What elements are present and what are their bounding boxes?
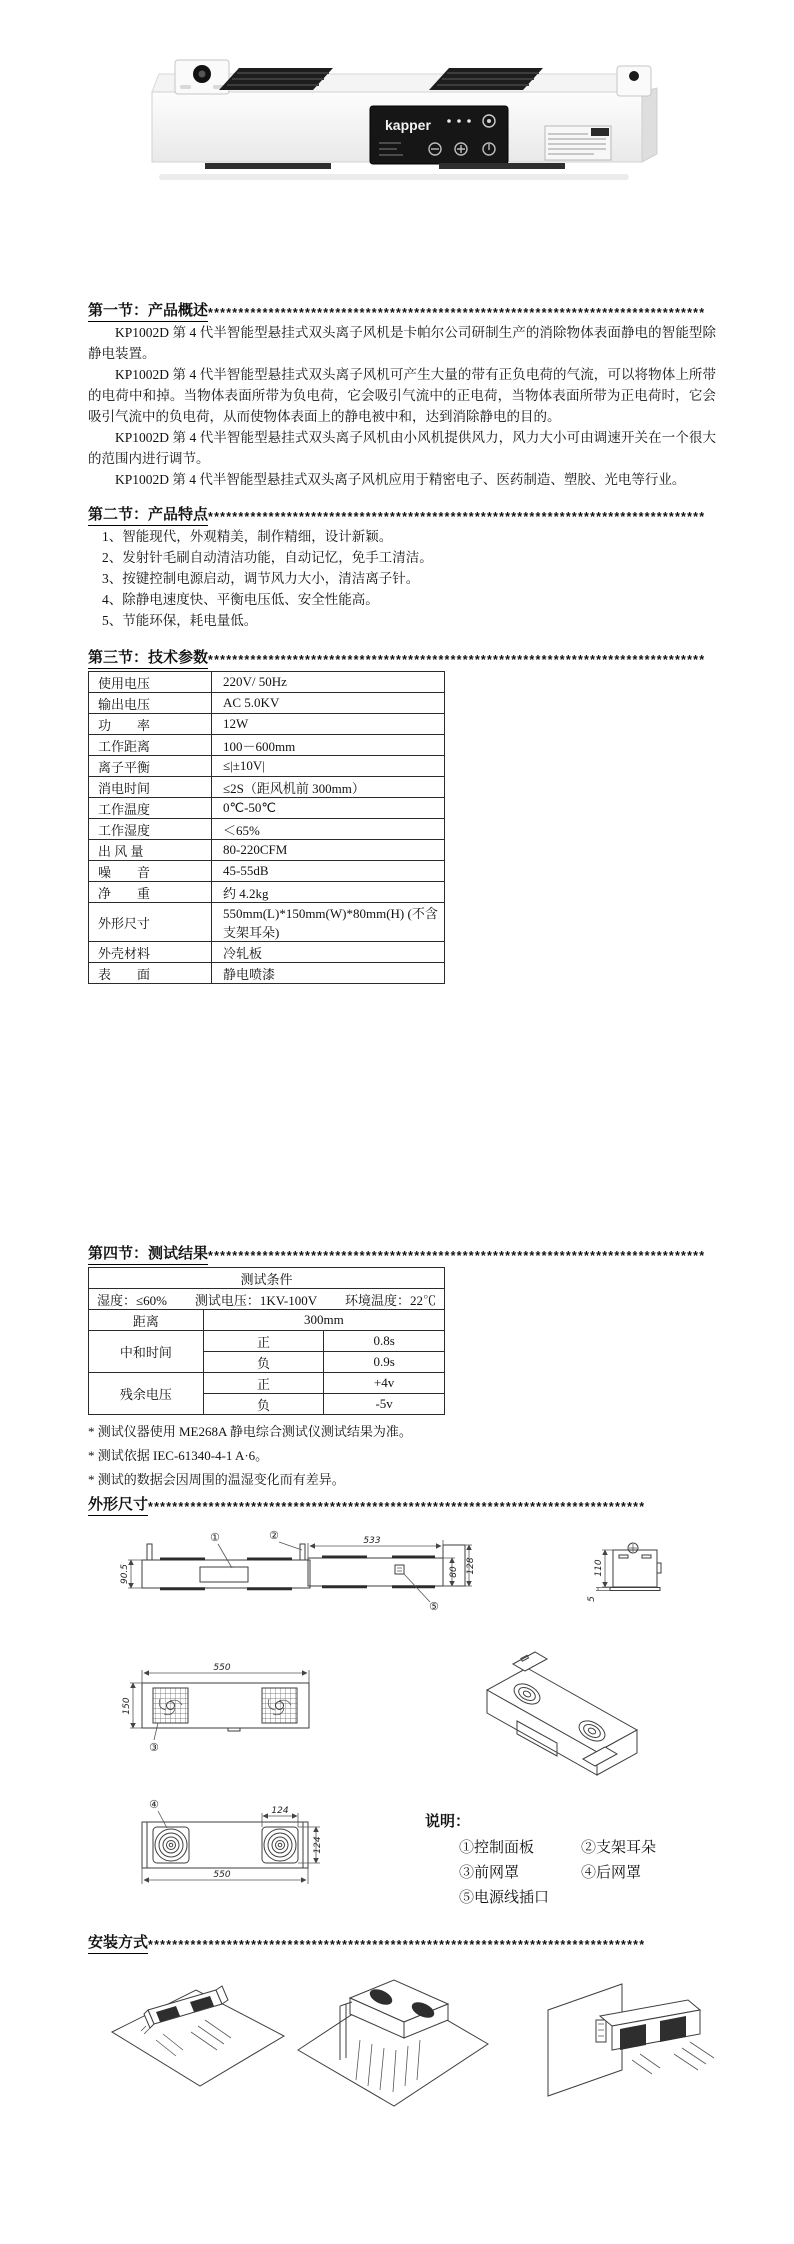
distance-label: 距离 (89, 1310, 204, 1331)
paragraph: KP1002D 第 4 代半智能型悬挂式双头离子风机应用于精密电子、医药制造、塑胶、光电等行业。 (115, 472, 686, 487)
table-row (89, 1268, 445, 1289)
table-row (89, 903, 445, 942)
polarity-positive: 正 (203, 1373, 324, 1394)
residual-positive-value: +4v (324, 1373, 445, 1394)
test-notes (88, 1420, 716, 1492)
front-view-drawing (120, 1529, 310, 1589)
install-illustration-wall (548, 1984, 714, 2096)
end-base-dim: 5 (587, 1596, 597, 1602)
content-column-b (88, 1243, 716, 1492)
param-value: 220V/ 50Hz (212, 672, 445, 693)
feature-item: 4、除静电速度快、平衡电压低、安全性能高。 (102, 592, 379, 607)
star-divider: ********************************************************************************** (148, 1500, 646, 1514)
paragraph: KP1002D 第 4 代半智能型悬挂式双头离子风机可产生大量的带有正负电荷的气流，可以将物体上所带的电荷中和掉。当物体表面所带为负电荷，它会吸引气流中的正电荷，当物体表面所带为正电荷时，它会吸引气流中的负电荷，从而使物体表面上的静电被中和，达到消除静电的目的。 (88, 367, 716, 424)
table-row (89, 693, 445, 714)
top-fan-grille-left (219, 68, 333, 90)
param-value: 约 4.2kg (212, 882, 445, 903)
param-label: 噪 音 (89, 861, 212, 882)
fan-width-dim: 124 (271, 1806, 289, 1816)
polarity-negative: 负 (203, 1352, 324, 1373)
section-1-heading (88, 300, 716, 322)
install-heading-row (88, 1932, 716, 1954)
section-1-title: 第一节：产品概述 (88, 299, 208, 322)
table-row (89, 777, 445, 798)
under-shadow-left (205, 163, 331, 169)
star-divider: ********************************************************************************** (208, 1249, 706, 1263)
residual-negative-value: -5v (324, 1394, 445, 1415)
table-row (89, 714, 445, 735)
spec-label (545, 126, 611, 160)
table-row (89, 672, 445, 693)
callout-5: ⑤ (429, 1600, 439, 1613)
front-grille-view-drawing (122, 1663, 309, 1754)
drawing-legend (425, 1810, 656, 1910)
param-value: 冷轧板 (212, 942, 445, 963)
table-row (89, 735, 445, 756)
grille-height-dim: 150 (122, 1697, 132, 1715)
section-4-title: 第四节：测试结果 (88, 1242, 208, 1265)
param-value: ＜65% (212, 819, 445, 840)
right-bracket (617, 66, 651, 96)
table-row (89, 963, 445, 984)
neutralize-positive-value: 0.8s (324, 1331, 445, 1352)
callout-3: ③ (149, 1741, 159, 1754)
residual-voltage-label: 残余电压 (89, 1373, 204, 1415)
dimensions-heading (88, 1494, 716, 1516)
side-body-height-dim: 80 (449, 1566, 459, 1578)
polarity-positive: 正 (203, 1331, 324, 1352)
param-label: 离子平衡 (89, 756, 212, 777)
note: * 测试仪器使用 ME268A 静电综合测试仪测试结果为准。 (88, 1424, 412, 1439)
legend-items (459, 1837, 656, 1910)
test-conditions-row (89, 1290, 444, 1309)
paragraph: KP1002D 第 4 代半智能型悬挂式双头离子风机由小风机提供风力，风力大小可由调速开关在一个很大的范围内进行调节。 (88, 430, 716, 466)
param-value: 45-55dB (212, 861, 445, 882)
param-label: 使用电压 (89, 672, 212, 693)
param-value: ≤2S（距风机前 300mm） (212, 777, 445, 798)
isometric-view-drawing (487, 1652, 637, 1775)
star-divider: ********************************************************************************** (148, 1938, 646, 1952)
param-value: AC 5.0KV (212, 693, 445, 714)
star-divider: ********************************************************************************** (208, 510, 706, 524)
photo-shadow (159, 174, 629, 180)
polarity-negative: 负 (203, 1394, 324, 1415)
section-3-title: 第三节：技术参数 (88, 646, 208, 669)
param-label: 净 重 (89, 882, 212, 903)
param-value: 100－600mm (212, 735, 445, 756)
param-value: 550mm(L)*150mm(W)*80mm(H) (不含支架耳朵) (212, 903, 445, 942)
legend-item: ②支架耳朵 (581, 1840, 657, 1856)
legend-item: ④后网罩 (581, 1865, 642, 1881)
param-label: 工作距离 (89, 735, 212, 756)
distance-value: 300mm (203, 1310, 444, 1331)
table-row (89, 942, 445, 963)
param-label: 外壳材料 (89, 942, 212, 963)
installation-drawings (0, 1958, 794, 2244)
callout-4: ④ (149, 1798, 159, 1811)
feature-item: 1、智能现代，外观精美，制作精细，设计新颖。 (102, 529, 393, 544)
param-label: 出 风 量 (89, 840, 212, 861)
param-label: 功 率 (89, 714, 212, 735)
condition-temperature: 环境温度：22℃ (344, 1292, 436, 1308)
top-fan-grille-right (429, 68, 543, 90)
legend-item: ⑤电源线插口 (459, 1890, 550, 1906)
fan-height-dim: 124 (313, 1836, 323, 1854)
param-value: 12W (212, 714, 445, 735)
under-shadow-right (439, 163, 565, 169)
install-title: 安装方式 (88, 1931, 148, 1954)
section-2-title: 第二节：产品特点 (88, 503, 208, 526)
end-height-dim: 110 (594, 1559, 604, 1577)
dimensions-heading-row (88, 1494, 716, 1516)
side-length-dim: 533 (363, 1536, 381, 1546)
paragraph: KP1002D 第 4 代半智能型悬挂式双头离子风机是卡帕尔公司研制生产的消除物体表面静电的智能型除静电装置。 (88, 325, 716, 361)
unit-end-face (642, 88, 657, 162)
table-row (89, 840, 445, 861)
param-value: ≤|±10V| (212, 756, 445, 777)
grille-width-dim: 550 (213, 1663, 231, 1673)
param-label: 工作温度 (89, 798, 212, 819)
product-photo (117, 22, 677, 192)
param-label: 工作湿度 (89, 819, 212, 840)
section-4-heading (88, 1243, 716, 1265)
callout-2: ② (269, 1529, 279, 1542)
table-row (89, 882, 445, 903)
section-2-heading (88, 504, 716, 526)
table-row (89, 819, 445, 840)
neutralize-negative-value: 0.9s (324, 1352, 445, 1373)
table-row (89, 798, 445, 819)
feature-item: 5、节能环保，耗电量低。 (102, 613, 258, 628)
table-row (89, 1289, 445, 1310)
front-height-dim: 90.5 (120, 1563, 130, 1585)
note: * 测试的数据会因周围的温湿变化而有差异。 (88, 1472, 345, 1487)
content-column-a (88, 300, 716, 984)
section-3-heading (88, 647, 716, 669)
param-label: 外形尺寸 (89, 903, 212, 942)
install-illustration-ceiling (112, 1986, 284, 2086)
test-conditions-header: 测试条件 (89, 1268, 445, 1289)
legend-title: 说明： (425, 1813, 471, 1830)
param-label: 输出电压 (89, 693, 212, 714)
neutralize-time-label: 中和时间 (89, 1331, 204, 1373)
table-row (89, 756, 445, 777)
param-value: 静电喷漆 (212, 963, 445, 984)
param-value: 0℃-50℃ (212, 798, 445, 819)
table-row (89, 1310, 445, 1331)
param-value: 80-220CFM (212, 840, 445, 861)
note: * 测试依据 IEC-61340-4-1 A·6。 (88, 1448, 269, 1463)
table-row (89, 1373, 445, 1394)
dimensions-title: 外形尺寸 (88, 1493, 148, 1516)
star-divider: ********************************************************************************** (208, 306, 706, 320)
install-illustration-bench (298, 1980, 488, 2106)
end-view-drawing (587, 1543, 661, 1602)
legend-item: ③前网罩 (459, 1865, 520, 1881)
rear-width-dim: 550 (213, 1870, 231, 1880)
feature-item: 2、发射针毛刷自动清洁功能，自动记忆，免手工清洁。 (102, 550, 433, 565)
table-row (89, 1331, 445, 1352)
side-view-drawing (308, 1536, 476, 1613)
param-label: 消电时间 (89, 777, 212, 798)
side-total-height-dim: 128 (466, 1557, 476, 1575)
control-panel (370, 106, 508, 164)
legend-item: ①控制面板 (459, 1840, 535, 1856)
callout-1: ① (210, 1531, 220, 1544)
condition-humidity: 湿度：≤60% (97, 1292, 167, 1308)
brand-logo: kapper (385, 117, 431, 133)
tech-params-table (88, 671, 445, 984)
rear-view-drawing (142, 1798, 323, 1884)
star-divider: ********************************************************************************** (208, 653, 706, 667)
feature-item: 3、按键控制电源启动，调节风力大小，清洁离子针。 (102, 571, 420, 586)
condition-voltage: 测试电压：1KV-100V (194, 1292, 318, 1308)
test-results-table (88, 1267, 445, 1415)
param-label: 表 面 (89, 963, 212, 984)
dimension-drawings (0, 1518, 794, 1930)
table-row (89, 861, 445, 882)
install-heading (88, 1932, 716, 1954)
